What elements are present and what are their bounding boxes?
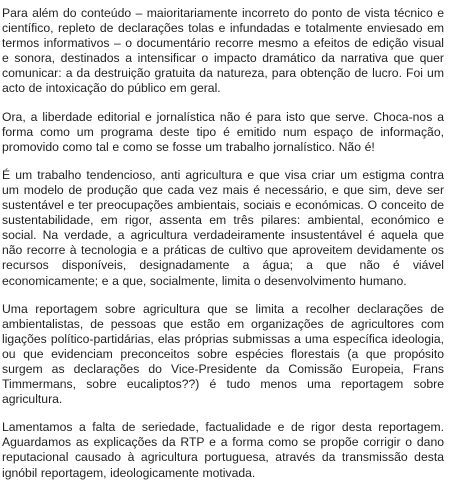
document-body [2,6,444,494]
paragraph-2: Ora, a liberdade editorial e jornalística não é para isto que serve. Choca-nos a forma como um programa deste tipo é emitido num espaço de informação, promovido como tal e como se fosse um trabalho jornalístico. Não é! [2,109,444,154]
paragraph-4: Uma reportagem sobre agricultura que se limita a recolher declarações de ambientalistas, de pessoas que estão em organizações de agricultores com ligações político-partidárias, elas próprias submissas a uma específica ideologia, ou que evidenciam preconceitos sobre espécies florestais (a que propósito surgem as declarações do Vice-Presidente da Comissão Europeia, Frans Timmermans, sobre eucaliptos??) é tudo menos uma reportagem sobre agricultura. [2,301,444,407]
paragraph-1: Para além do conteúdo – maioritariamente incorreto do ponto de vista técnico e científico, repleto de declarações tolas e infundadas e totalmente enviesado em termos informativos – o documentário recorre mesmo a efeitos de edição visual e sonora, destinados a intensificar o impacto dramático da narrativa que quer comunicar: a da destruição gratuita da natureza, para obtenção de lucro. Foi um acto de intoxicação do público em geral. [2,6,444,96]
paragraph-3: É um trabalho tendencioso, anti agricultura e que visa criar um estigma contra um modelo de produção que cada vez mais é necessário, e que sim, deve ser sustentável e ter preocupações ambientais, sociais e económicas. O conceito de sustentabilidade, em rigor, assenta em três pilares: ambiental, económico e social. Na verdade, a agricultura verdadeiramente insustentável é aquela que não recorre à tecnologia e a práticas de cultivo que aproveitem devidamente os recursos disponíveis, designadamente a água; a que não é viável economicamente; e a que, socialmente, limita o desenvolvimento humano. [2,167,444,288]
paragraph-5: Lamentamos a falta de seriedade, factualidade e de rigor desta reportagem. Aguardamos as explicações da RTP e a forma como se propõe corrigir o dano reputacional causado à agricultura portuguesa, através da transmissão desta ignóbil reportagem, ideologicamente motivada. [2,420,444,480]
